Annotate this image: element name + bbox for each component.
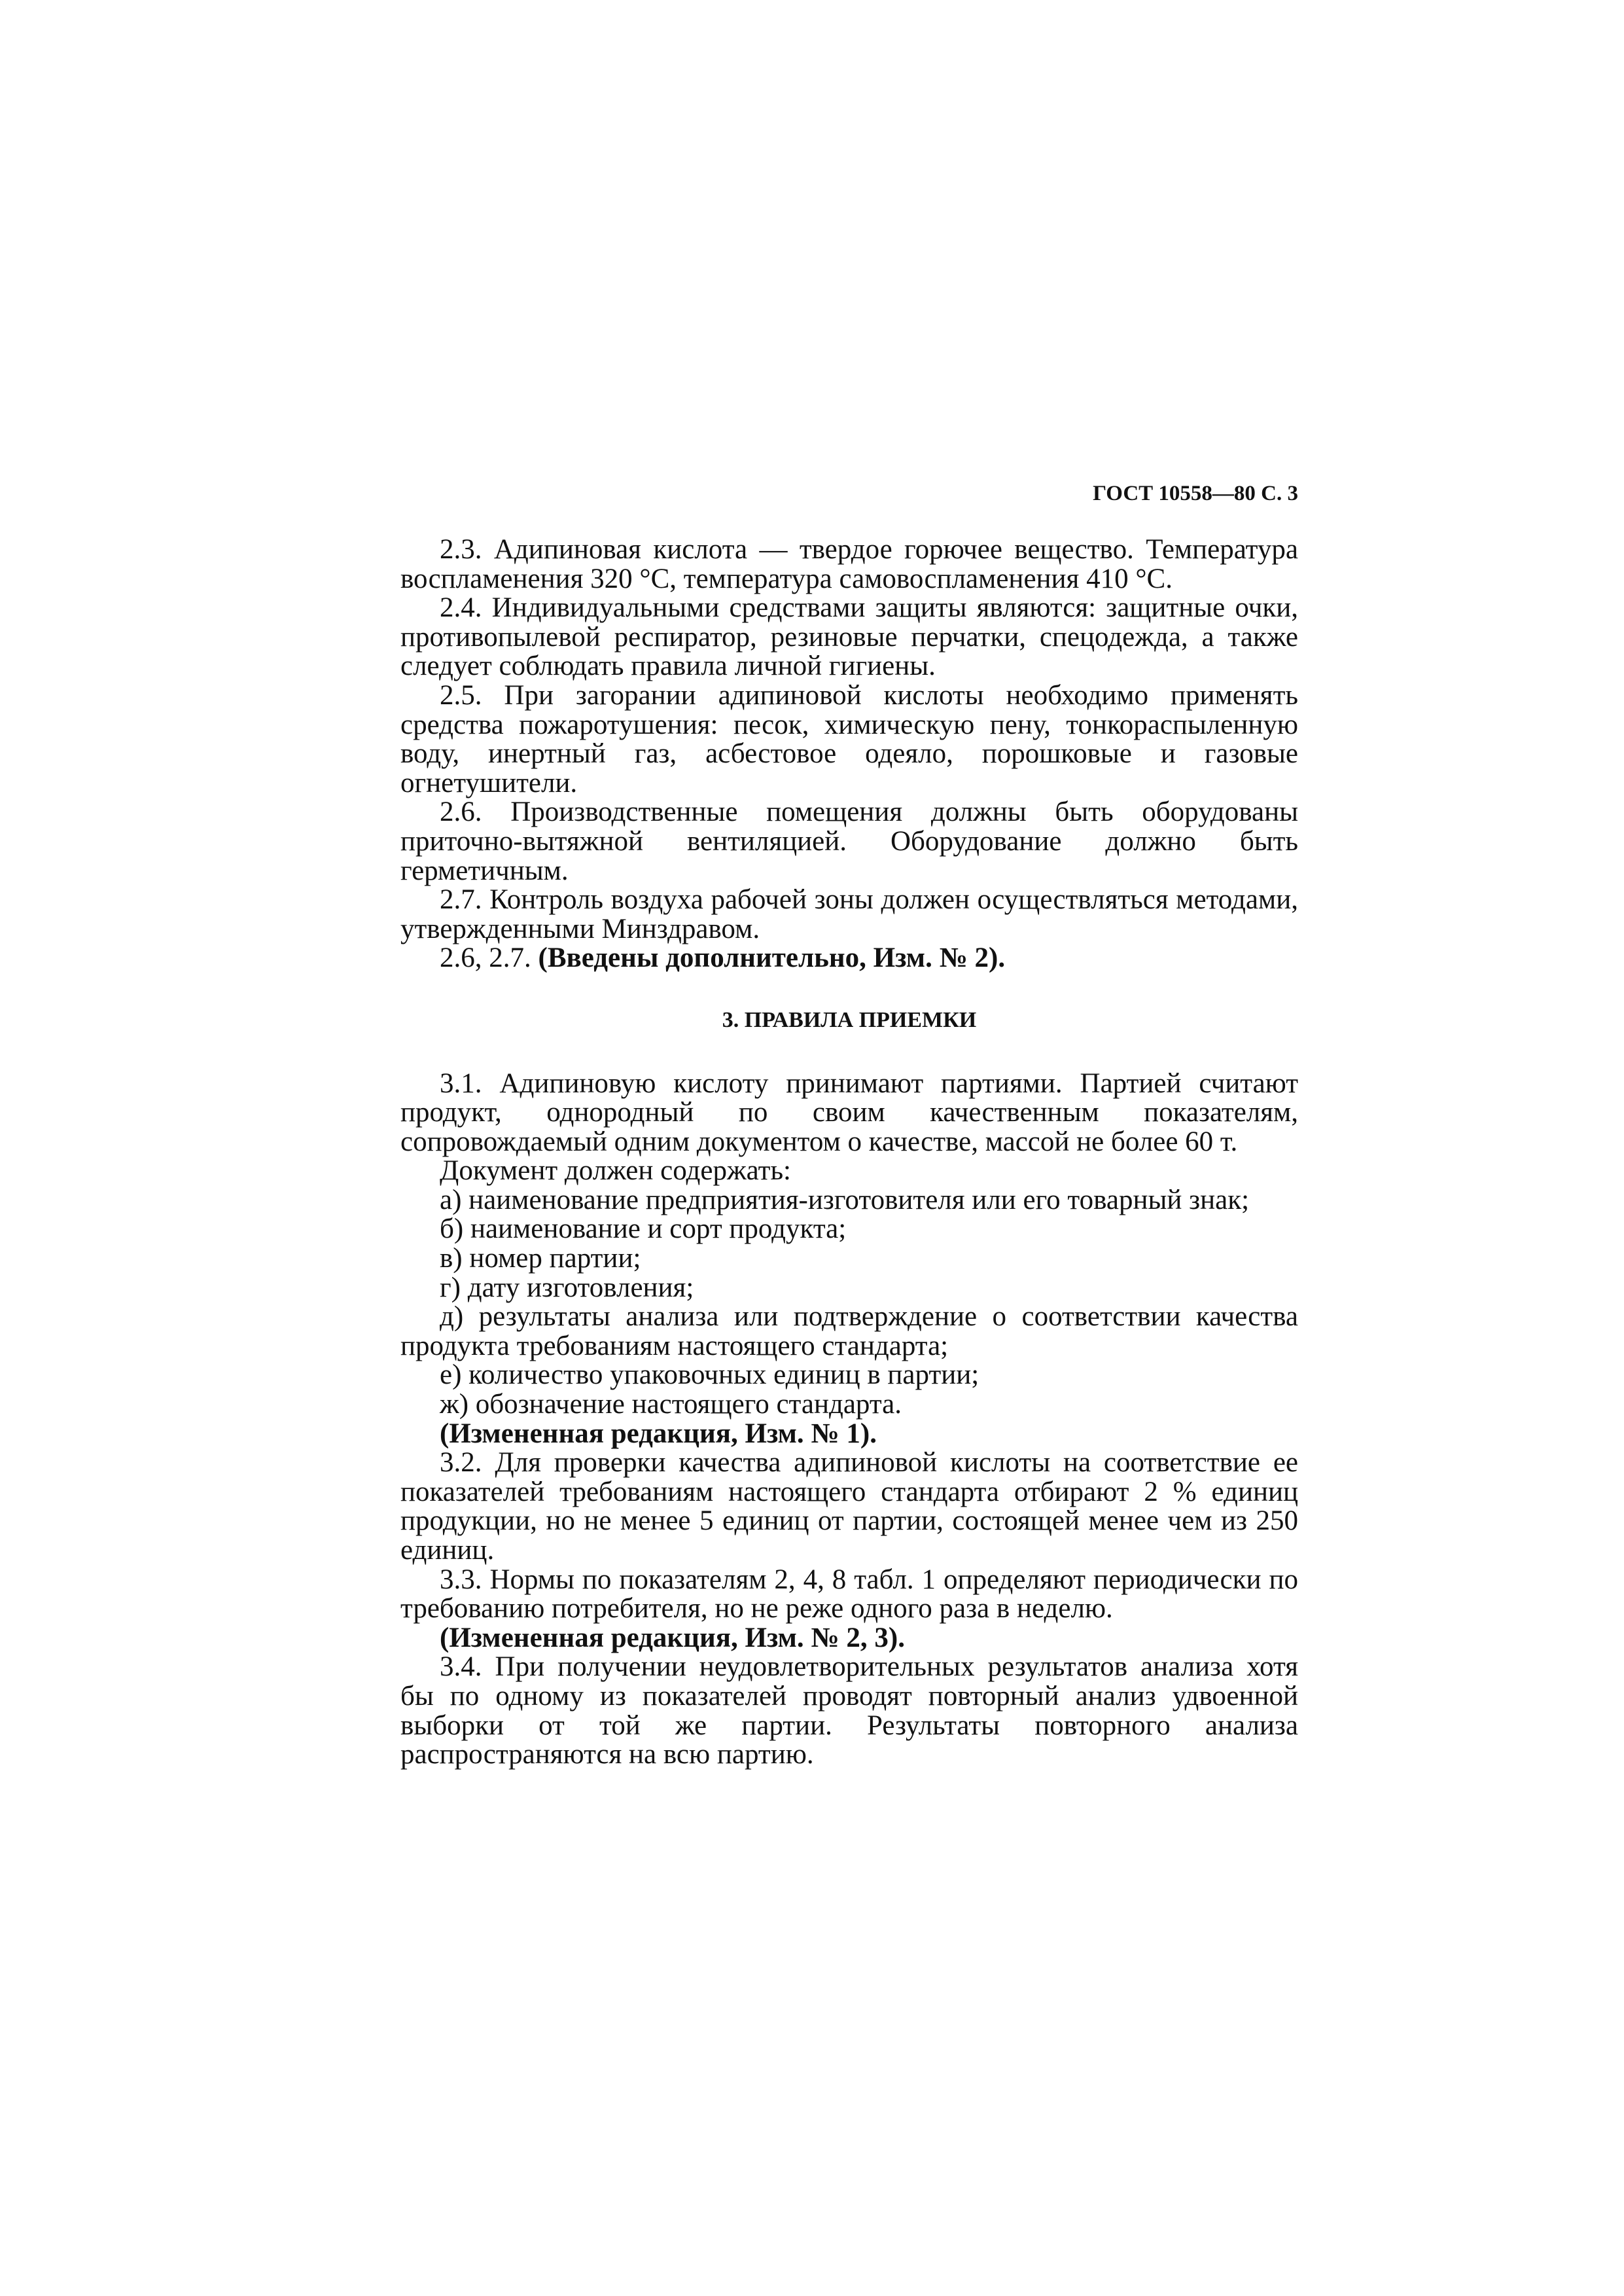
- paragraph-3-4: 3.4. При получении неудовлетворительных результатов анализа хотя бы по одному из показателей проводят повторный анализ удвоенной выборки от той же партии. Результаты повторного анализа распространяются на всю партию.: [400, 1651, 1298, 1770]
- amendment-note-2-6-2-7: [400, 944, 1298, 973]
- list-item-d: д) результаты анализа или подтверждение о соответствии качества продукта требованиям настоящего стандарта;: [400, 1301, 1298, 1361]
- list-item-v: в) номер партии;: [440, 1243, 641, 1274]
- paragraph-3-3: 3.3. Нормы по показателям 2, 4, 8 табл. 1 определяют периодически по требованию потребителя, но не реже одного раза в неделю.: [400, 1564, 1298, 1624]
- paragraph-3-2: 3.2. Для проверки качества адипиновой кислоты на соответствие ее показателей требованиям настоящего стандарта отбирают 2 % единиц продукции, но не менее 5 единиц от партии, состоящей менее чем из 250 единиц.: [400, 1447, 1298, 1566]
- running-head: ГОСТ 10558—80 С. 3: [1093, 482, 1298, 505]
- section-heading-3: 3. ПРАВИЛА ПРИЕМКИ: [722, 1007, 977, 1032]
- document-contents-intro: Документ должен содержать:: [440, 1155, 791, 1187]
- list-item-zh: ж) обозначение настоящего стандарта.: [440, 1389, 902, 1420]
- page-body: [400, 535, 1298, 1770]
- paragraph-2-3: 2.3. Адипиновая кислота — твердое горючее вещество. Температура воспламенения 320 °С, температура самовоспламенения 410 °С.: [400, 534, 1298, 594]
- amendment-note-bold: (Введены дополнительно, Изм. № 2).: [538, 942, 1006, 974]
- paragraph-3-1: 3.1. Адипиновую кислоту принимают партиями. Партией считают продукт, однородный по своим качественным показателям, сопровождаемый одним документом о качестве, массой не более 60 т.: [400, 1067, 1298, 1157]
- list-item-a: а) наименование предприятия-изготовителя или его товарный знак;: [440, 1184, 1250, 1215]
- paragraph-2-4: 2.4. Индивидуальными средствами защиты являются: защитные очки, противопылевой респиратор, резиновые перчатки, спецодежда, а также следует соблюдать правила личной гигиены.: [400, 592, 1298, 682]
- paragraph-2-6: 2.6. Производственные помещения должны быть оборудованы приточно-вытяжной вентиляцией. Оборудование должно быть герметичным.: [400, 797, 1298, 886]
- list-item-e: е) количество упаковочных единиц в партии;: [440, 1359, 980, 1391]
- list-item-b: б) наименование и сорт продукта;: [440, 1213, 847, 1245]
- amendment-note-prefix: 2.6, 2.7.: [440, 942, 538, 974]
- amendment-note-2-3: (Измененная редакция, Изм. № 2, 3).: [440, 1622, 905, 1653]
- paragraph-2-5: 2.5. При загорании адипиновой кислоты необходимо применять средства пожаротушения: песок, химическую пену, тонкораспыленную воду, инертный газ, асбестовое одеяло, порошковые и газовые огнетушители.: [400, 679, 1298, 798]
- paragraph-2-7: 2.7. Контроль воздуха рабочей зоны должен осуществляться методами, утвержденными Минздравом.: [400, 884, 1298, 944]
- amendment-note-1: (Измененная редакция, Изм. № 1).: [440, 1418, 877, 1449]
- list-item-g: г) дату изготовления;: [440, 1272, 694, 1303]
